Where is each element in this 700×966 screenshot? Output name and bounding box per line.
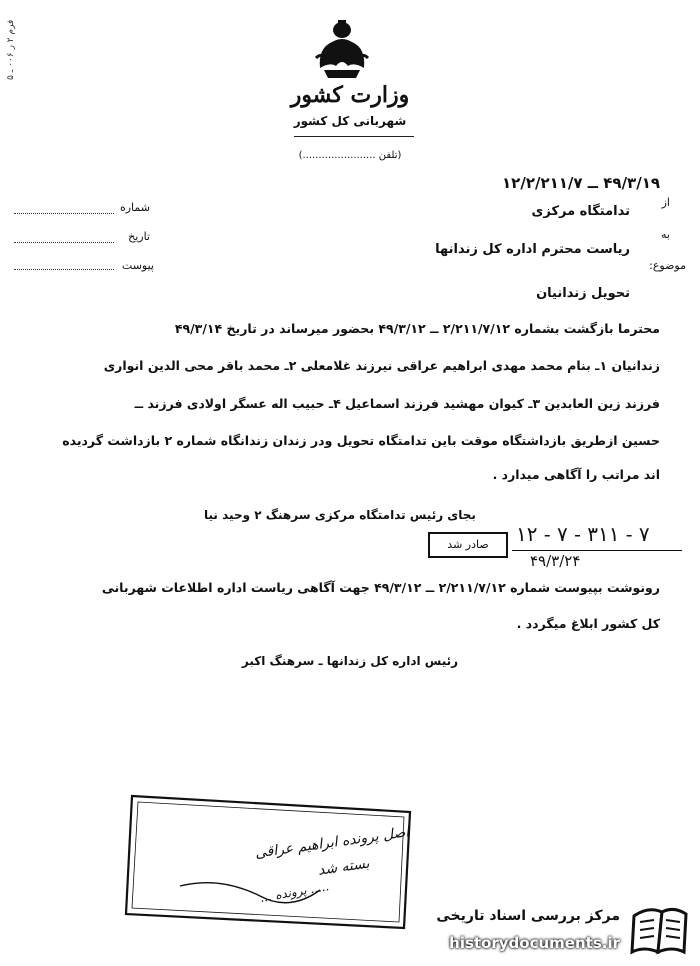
handwritten-note-box [120, 786, 420, 936]
lion-sun-emblem-icon [314, 18, 370, 80]
subject-value: تحویل زندانیان [536, 286, 630, 301]
subject-label: موضوع: [649, 259, 686, 272]
attachment-label: پیوست [121, 259, 154, 272]
to-label: به [661, 228, 670, 241]
signature-director: رئیس اداره کل زندانها ـ سرهنگ اکبر [241, 654, 459, 668]
reference-number: ۴۹/۳/۱۹ ــ ۱۲/۲/۲۱۱/۷ [502, 174, 660, 192]
handwritten-date: ۴۹/۳/۲۴ [530, 552, 581, 570]
from-label: از [661, 196, 670, 209]
watermark-url: historydocuments.ir [449, 934, 620, 952]
number-label: شماره [119, 201, 150, 214]
to-value: ریاست محترم اداره کل زندانها [435, 242, 630, 257]
date-label: تاریخ [128, 230, 150, 243]
handwritten-note-line-1: اصل پرونده ابراهیم عراقی [254, 824, 411, 862]
date-dots [14, 242, 114, 243]
handwritten-note-line-2: بسته شد [317, 855, 371, 879]
copy-line-1: رونوشت بپیوست شماره ۲/۲۱۱/۷/۱۲ ــ ۴۹/۳/۱۲ جهت آگاهی ریاست اداره اطلاعات شهربانی [101, 580, 660, 595]
issued-stamp: صادر شد [428, 532, 508, 558]
number-dots [14, 213, 114, 214]
watermark-org: مرکز بررسی اسناد تاریخی [436, 908, 620, 924]
handwritten-underline [512, 550, 682, 551]
history-documents-logo-icon [628, 902, 690, 958]
handwritten-note-line-3: ..... پرونده ... [258, 879, 331, 905]
phone-line: (تلفن .......................) [298, 150, 402, 161]
ministry-title: وزارت کشور [290, 82, 410, 108]
body-line-4: حسین ازطریق بازداشتگاه موقت باین تدامتگاه تحویل ودر زندان زندانگاه شماره ۲ بازداشت گردیده [62, 433, 660, 448]
body-line-2: زندانیان ۱ـ بنام محمد مهدی ابراهیم عراقی نیرزند غلامعلی ۲ـ محمد باقر محی الدین انواری [103, 358, 660, 373]
handwritten-number: ۷ - ۳۱۱ - ۷ - ۱۲ [516, 522, 650, 546]
attachment-dots [14, 269, 114, 270]
form-code-note: فرم ۲ ر ۰۰۶ ـ ۵ [6, 20, 16, 81]
signature-deputy: بجای رئیس تدامتگاه مرکزی سرهنگ ۲ وحید نیا [204, 508, 476, 522]
copy-line-2: کل کشور ابلاغ میگردد . [516, 616, 660, 631]
department-underline [294, 136, 414, 137]
from-value: تدامتگاه مرکزی [531, 204, 630, 219]
department-title: شهربانی کل کشور [293, 114, 407, 128]
body-line-3: فرزند زین العابدین ۳ـ کیوان مهشید فرزند اسماعیل ۴ـ حبیب اله عسگر اولادی فرزند ــ [134, 396, 660, 411]
body-line-5: اند مراتب را آگاهی میدارد . [492, 467, 660, 482]
body-line-1: محترما بازگشت بشماره ۲/۲۱۱/۷/۱۲ ــ ۴۹/۳/۱۲ بحضور میرساند در تاریخ ۴۹/۳/۱۴ [174, 321, 660, 336]
